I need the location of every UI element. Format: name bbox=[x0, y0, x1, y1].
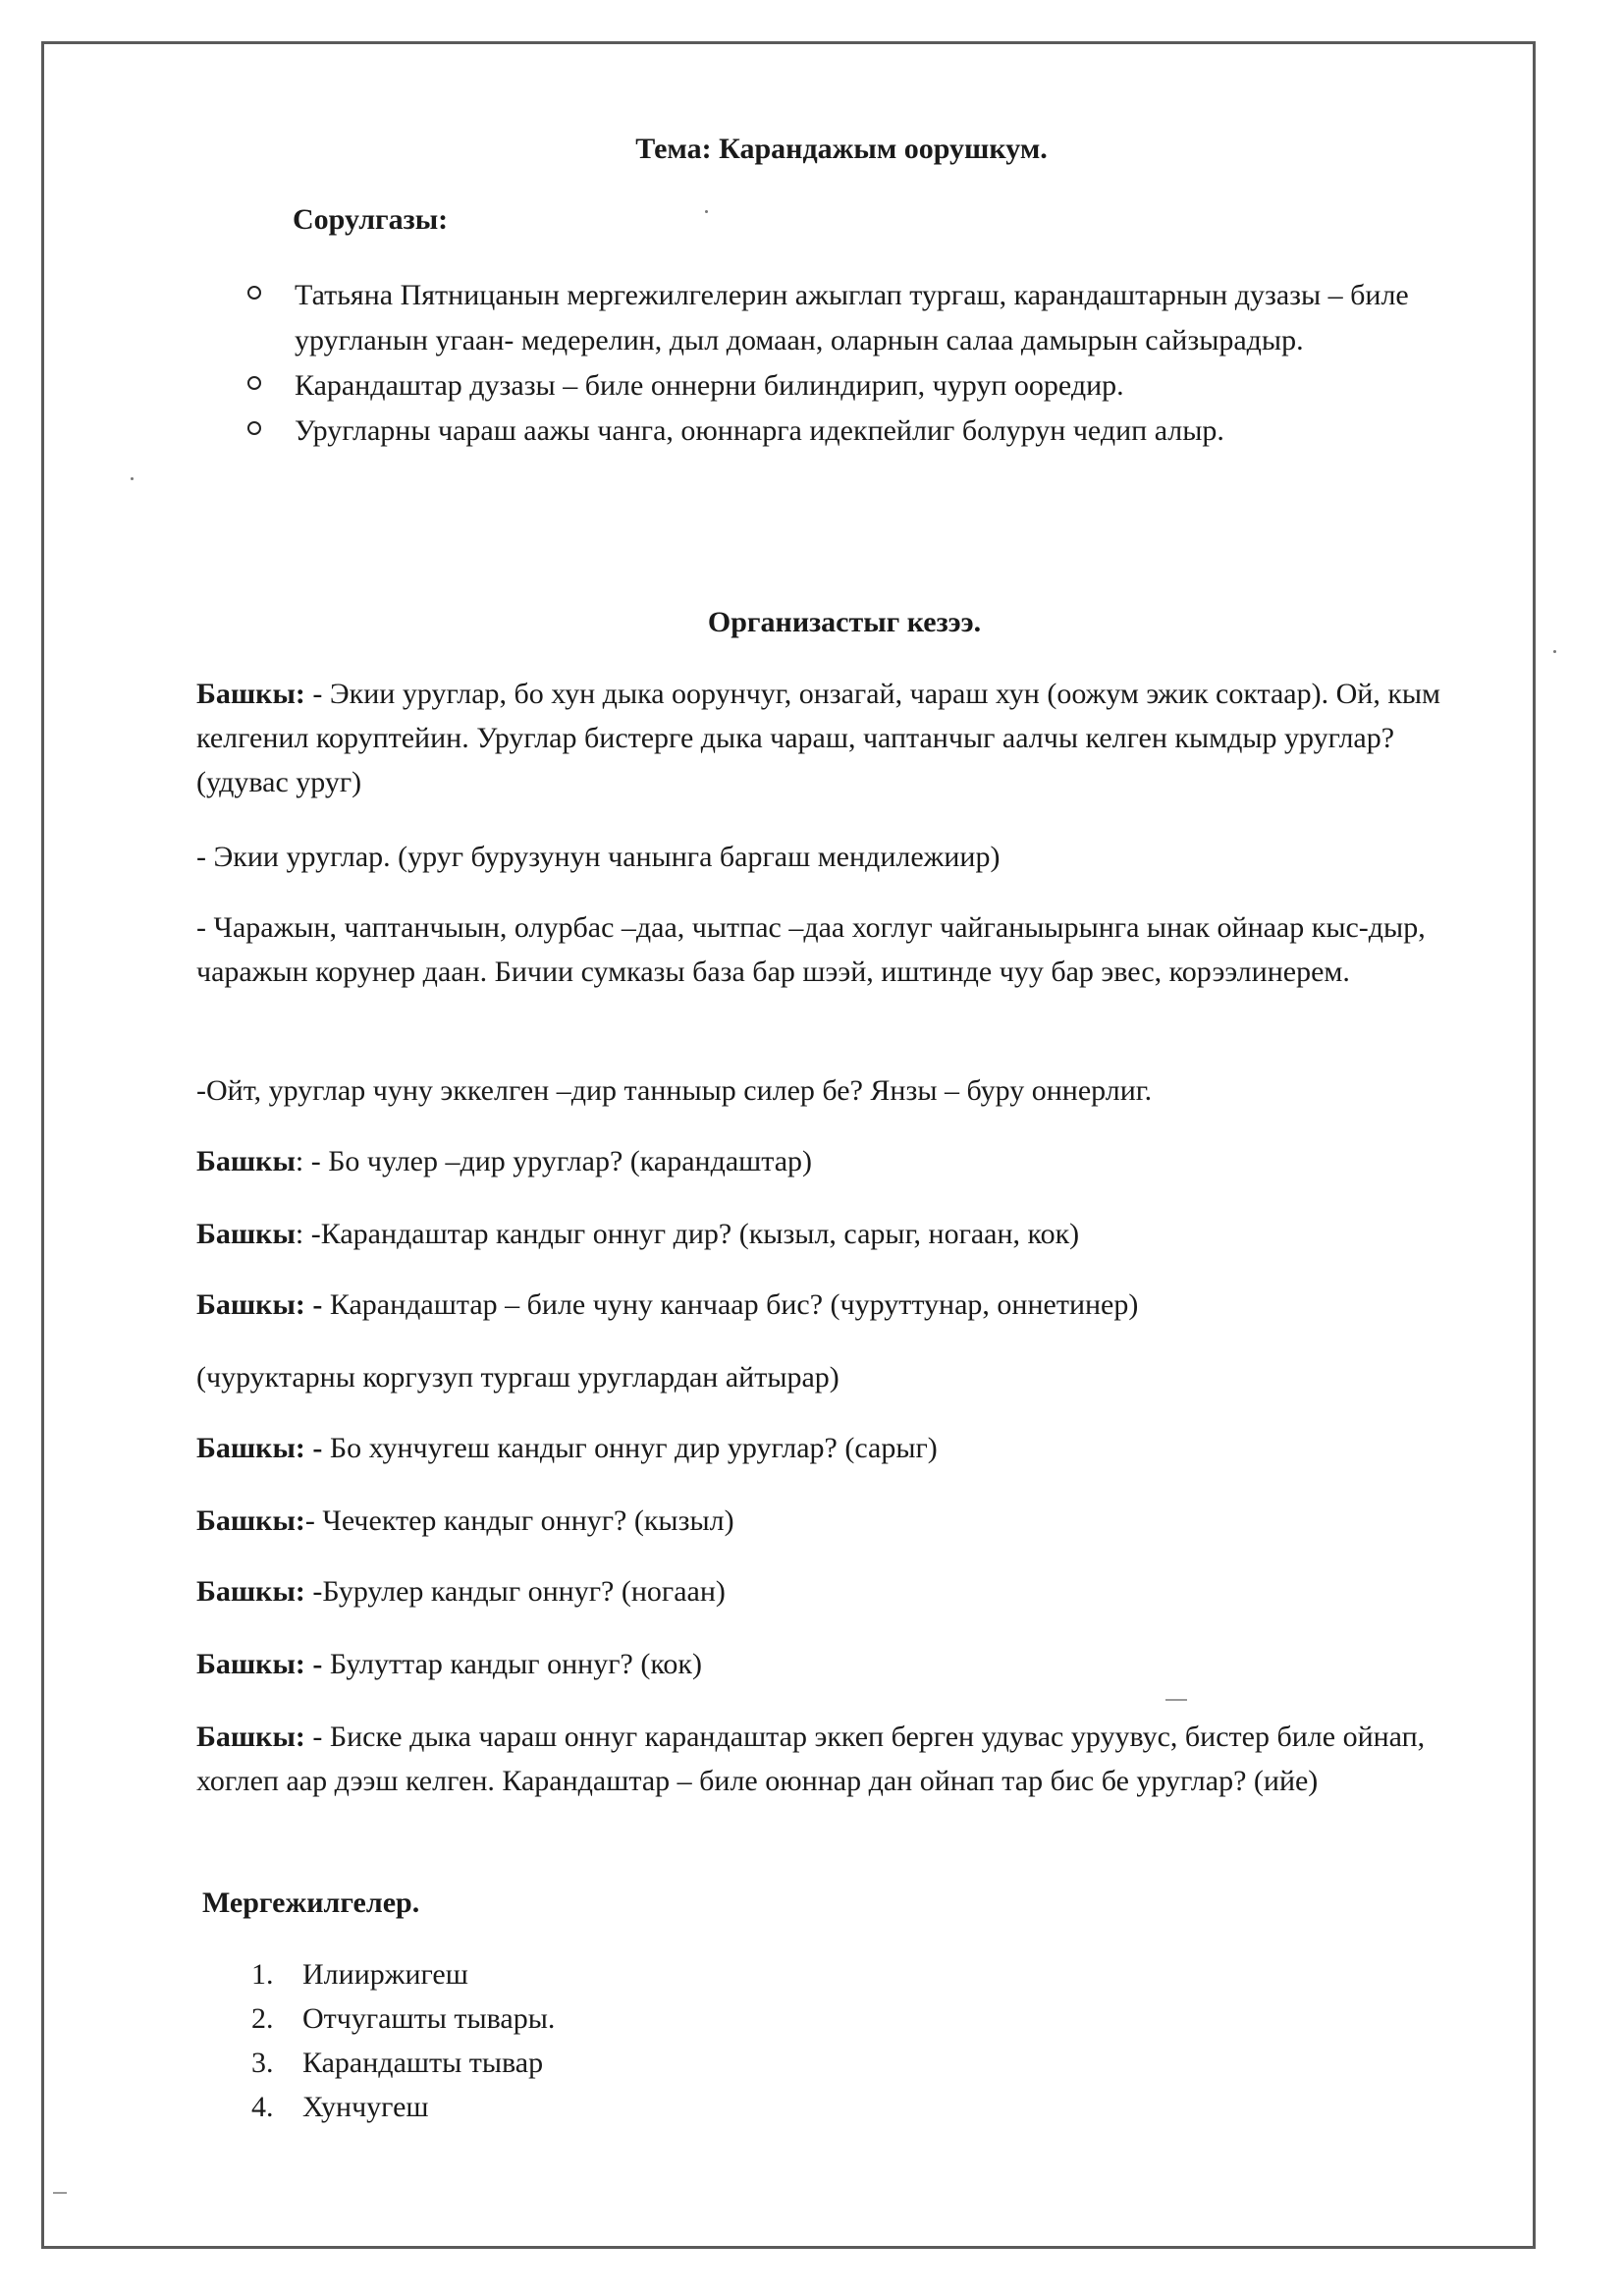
bullet-icon bbox=[247, 421, 261, 435]
paragraph-text: Бо хунчугеш кандыг оннуг дир уруглар? (сарыг) bbox=[322, 1432, 938, 1464]
list-item bbox=[251, 2041, 555, 2085]
speaker-label: Башкы: bbox=[196, 1504, 305, 1537]
item-number: 3. bbox=[251, 2047, 274, 2079]
scan-speck bbox=[705, 210, 708, 213]
goal-text: Татьяна Пятницанын мергежилгелерин ажыглап тургаш, карандаштарнын дузазы – биле уругланын угаан- медерелин, дыл домаан, оларнын салаа дамырын сайзырадыр. bbox=[295, 279, 1409, 356]
scan-speck bbox=[131, 477, 134, 480]
goal-text: Уругларны чараш аажы чанга, оюннарга идекпейлиг болурун чедип алыр. bbox=[295, 414, 1224, 447]
speaker-label: Башкы bbox=[196, 1218, 296, 1250]
exercises-list bbox=[251, 1952, 555, 2129]
list-item bbox=[251, 2085, 555, 2129]
list-item bbox=[245, 273, 1502, 363]
speaker-label: Башкы: bbox=[196, 1575, 305, 1608]
paragraph bbox=[196, 1426, 1473, 1470]
list-item bbox=[245, 409, 1502, 454]
list-item bbox=[251, 1952, 555, 1996]
list-item bbox=[245, 363, 1502, 409]
item-number: 4. bbox=[251, 2091, 274, 2123]
paragraph bbox=[196, 1642, 1473, 1686]
paragraph-text: : -Карандаштар кандыг оннуг дир? (кызыл, сарыг, ногаан, кок) bbox=[295, 1218, 1080, 1250]
paragraph bbox=[196, 1355, 1473, 1399]
item-number: 2. bbox=[251, 2002, 274, 2035]
scan-mark bbox=[53, 2192, 67, 2194]
item-text: Хунчугеш bbox=[302, 2091, 429, 2123]
paragraph bbox=[196, 1283, 1473, 1327]
paragraph bbox=[196, 672, 1473, 804]
bullet-icon bbox=[247, 286, 261, 300]
paragraph-text: : - Бо чулер –дир уруглар? (карандаштар) bbox=[295, 1145, 813, 1177]
item-text: Илииржигеш bbox=[302, 1958, 468, 1991]
section-title: Организастыг кезээ. bbox=[707, 606, 982, 638]
speaker-label: Башкы: - bbox=[196, 1432, 323, 1464]
paragraph-text: Карандаштар – биле чуну канчаар бис? (чуруттунар, оннетинер) bbox=[322, 1288, 1139, 1321]
scan-speck bbox=[1553, 650, 1556, 653]
goal-text: Карандаштар дузазы – биле оннерни билиндирип, чуруп ооредир. bbox=[295, 369, 1124, 402]
paragraph bbox=[196, 905, 1473, 994]
paragraph bbox=[196, 1139, 1473, 1183]
paragraph bbox=[196, 1212, 1473, 1256]
goals-list bbox=[245, 273, 1502, 454]
speaker-label: Башкы bbox=[196, 1145, 296, 1177]
exercises-heading: Мергежилгелер. bbox=[202, 1886, 420, 1919]
paragraph bbox=[196, 1569, 1473, 1613]
paragraph-text: - Чечектер кандыг оннуг? (кызыл) bbox=[304, 1504, 734, 1537]
paragraph-text: - Биске дыка чараш оннуг карандаштар эккеп берген удувас уруувус, бистер биле ойнап, хоглеп аар дээш келген. Карандаштар – биле оюннар дан ойнап тар бис бе уруглар? (ийе) bbox=[196, 1721, 1426, 1797]
paragraph-text: - Экии уруглар, бо хун дыка оорунчуг, онзагай, чараш хун (оожум эжик соктаар). Ой, кым келгенил коруптейин. Уруглар бистерге дыка чараш, чаптанчыг аалчы келген кымдыр уруглар? (удувас уруг) bbox=[196, 678, 1441, 798]
speaker-label: Башкы: bbox=[196, 1721, 305, 1753]
paragraph-text: - Экии уруглар. (уруг бурузунун чанынга баргаш мендилежиир) bbox=[196, 841, 1001, 873]
paragraph-text: (чуруктарны коргузуп тургаш уруглардан айтырар) bbox=[196, 1361, 839, 1394]
paragraph bbox=[196, 1499, 1473, 1543]
scan-mark bbox=[1165, 1699, 1187, 1701]
speaker-label: Башкы: bbox=[196, 678, 305, 710]
speaker-label: Башкы: - bbox=[196, 1648, 323, 1680]
paragraph-text: -Ойт, уруглар чуну эккелген –дир танныыр силер бе? Янзы – буру оннерлиг. bbox=[196, 1074, 1153, 1107]
item-text: Карандашты тывар bbox=[302, 2047, 544, 2079]
paragraph-text: Булуттар кандыг оннуг? (кок) bbox=[322, 1648, 702, 1680]
paragraph-text: -Бурулер кандыг оннуг? (ногаан) bbox=[304, 1575, 726, 1608]
item-text: Отчугашты тывары. bbox=[302, 2002, 556, 2035]
goals-heading: Сорулгазы: bbox=[293, 203, 449, 236]
speaker-label: Башкы: - bbox=[196, 1288, 323, 1321]
bullet-icon bbox=[247, 376, 261, 390]
paragraph bbox=[196, 1715, 1473, 1803]
list-item bbox=[251, 1996, 555, 2041]
item-number: 1. bbox=[251, 1958, 274, 1991]
paragraph bbox=[196, 835, 1473, 879]
paragraph-text: - Чаражын, чаптанчыын, олурбас –даа, чытпас –даа хоглуг чайганыырынга ынак ойнаар кыс-дыр, чаражын корунер даан. Бичии сумказы база бар шээй, иштинде чуу бар эвес, корээлинерем. bbox=[196, 911, 1426, 988]
document-title: Тема: Карандажым оорушкум. bbox=[635, 133, 1048, 165]
paragraph bbox=[196, 1068, 1473, 1113]
